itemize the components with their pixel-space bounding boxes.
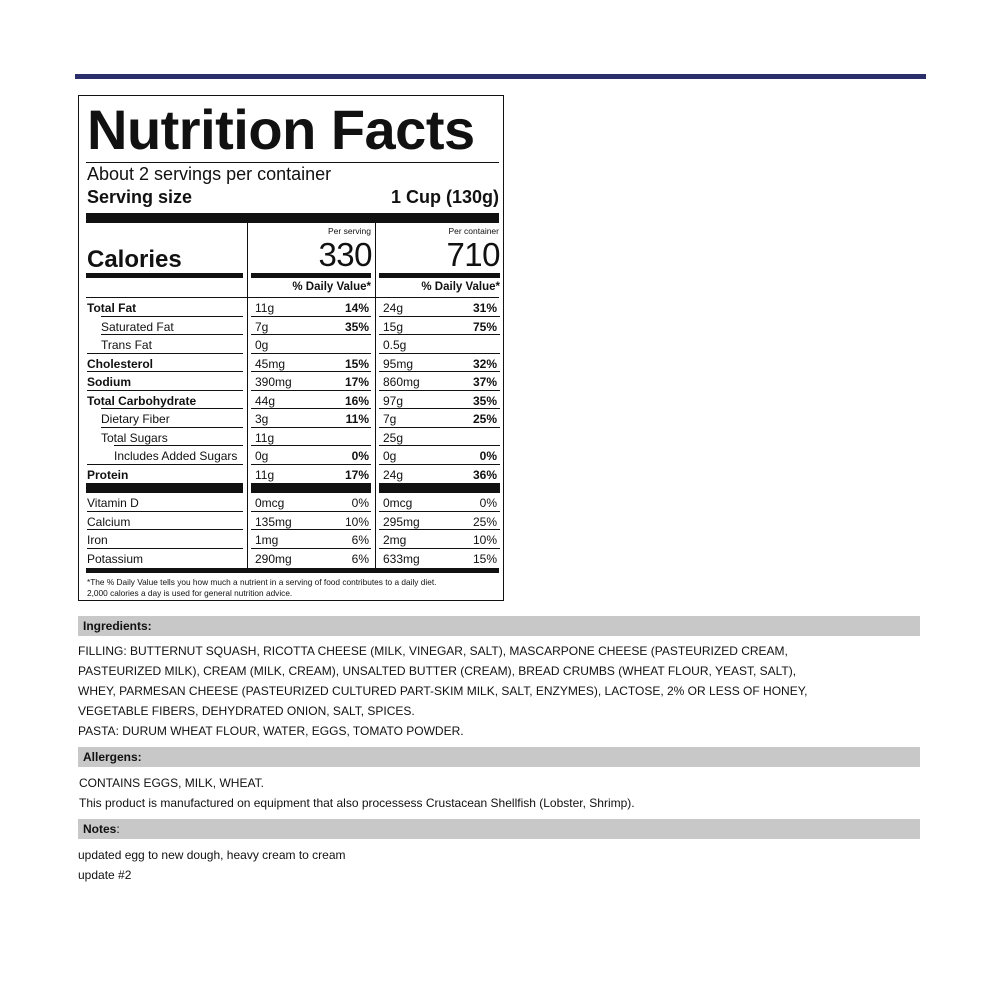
container-amount: 860mg <box>383 375 420 389</box>
serving-amount: 390mg <box>255 375 292 389</box>
nutrient-row <box>79 391 503 409</box>
container-amount: 7g <box>383 412 397 426</box>
notes-text <box>78 845 346 885</box>
serving-amount: 290mg <box>255 551 292 566</box>
serving-daily-value: 0% <box>351 496 369 510</box>
dv-header-container: % Daily Value* <box>421 281 500 293</box>
serving-daily-value: 11% <box>345 412 369 426</box>
footnote-line: 2,000 calories a day is used for general nutrition advice. <box>87 588 293 598</box>
nutrient-row <box>79 335 503 353</box>
vitamin-row <box>79 512 503 530</box>
container-amount: 97g <box>383 393 404 408</box>
ingredients-line: PASTEURIZED MILK), CREAM (MILK, CREAM), UNSALTED BUTTER (CREAM), BREAD CRUMBS (WHEAT FLOUR, YEAST, SALT), <box>78 664 797 678</box>
nutrition-facts-label <box>78 95 504 601</box>
allergens-header <box>78 747 920 767</box>
serving-amount: 0mcg <box>255 496 285 510</box>
serving-amount: 11g <box>255 467 275 482</box>
thick-divider <box>251 483 371 493</box>
container-amount: 295mg <box>383 514 420 529</box>
thick-divider <box>379 273 500 278</box>
thick-divider <box>251 273 371 278</box>
ingredients-line: VEGETABLE FIBERS, DEHYDRATED ONION, SALT, SPICES. <box>78 704 415 718</box>
serving-daily-value: 6% <box>351 533 369 547</box>
serving-daily-value: 35% <box>344 319 369 334</box>
serving-size-label: Serving size <box>87 187 193 207</box>
container-daily-value: 75% <box>472 319 497 334</box>
nutrient-name: Protein <box>87 467 129 482</box>
nutrient-row <box>79 317 503 335</box>
container-daily-value: 32% <box>472 356 497 371</box>
container-amount: 25g <box>383 430 404 445</box>
notes-header <box>78 819 920 839</box>
container-amount: 0g <box>383 449 397 463</box>
serving-daily-value: 0% <box>351 449 369 463</box>
per-serving-label: Per serving <box>328 226 371 236</box>
calories-label: Calories <box>87 246 182 273</box>
vitamin-row <box>79 493 503 511</box>
container-daily-value: 25% <box>472 514 497 529</box>
ingredients-heading: Ingredients: <box>83 619 152 633</box>
allergens-line: CONTAINS EGGS, MILK, WHEAT. <box>79 776 264 790</box>
container-daily-value: 10% <box>472 533 497 547</box>
ingredients-line: WHEY, PARMESAN CHEESE (PASTEURIZED CULTURED PART-SKIM MILK, SALT, ENZYMES), LACTOSE, 2% OR LESS OF HONEY, <box>78 684 808 698</box>
serving-daily-value: 16% <box>344 393 369 408</box>
notes-heading-colon: : <box>116 822 120 836</box>
ingredients-header <box>78 616 920 636</box>
container-amount: 633mg <box>383 551 420 566</box>
container-amount: 24g <box>383 301 404 315</box>
calories-per-serving: 330 <box>318 236 372 273</box>
vitamin-row <box>79 530 503 548</box>
serving-amount: 11g <box>255 301 275 315</box>
container-amount: 2mg <box>383 533 407 547</box>
container-daily-value: 25% <box>472 412 497 426</box>
container-amount: 0mcg <box>383 496 413 510</box>
nutrient-name: Total Carbohydrate <box>87 393 197 408</box>
serving-daily-value: 10% <box>344 514 369 529</box>
serving-daily-value: 15% <box>344 356 369 371</box>
nutrient-row <box>79 465 503 483</box>
ingredients-text <box>78 641 808 741</box>
nutrient-name: Dietary Fiber <box>101 412 170 426</box>
container-daily-value: 15% <box>472 551 497 566</box>
top-accent-bar <box>75 74 926 79</box>
notes-line: update #2 <box>78 868 132 882</box>
ingredients-line: FILLING: BUTTERNUT SQUASH, RICOTTA CHEESE (MILK, VINEGAR, SALT), MASCARPONE CHEESE (PASTEURIZED CREAM, <box>78 644 788 658</box>
thick-divider <box>86 483 243 493</box>
container-daily-value: 31% <box>472 301 497 315</box>
nutrient-name: Saturated Fat <box>101 319 174 334</box>
container-daily-value: 37% <box>472 375 497 389</box>
footnote-line: *The % Daily Value tells you how much a nutrient in a serving of food contributes to a daily diet. <box>87 577 437 587</box>
container-amount: 15g <box>383 319 404 334</box>
servings-per-container: About 2 servings per container <box>87 164 332 184</box>
nutrient-name: Trans Fat <box>101 338 152 352</box>
vitamin-name: Vitamin D <box>87 496 139 510</box>
serving-amount: 135mg <box>255 514 292 529</box>
nutrient-row <box>79 409 503 427</box>
footnote <box>87 577 499 599</box>
container-daily-value: 35% <box>472 393 497 408</box>
serving-size-value: 1 Cup (130g) <box>390 187 499 207</box>
nutrient-row <box>79 298 503 316</box>
nutrient-name: Total Fat <box>87 301 137 315</box>
container-daily-value: 36% <box>472 467 497 482</box>
thick-divider <box>379 483 500 493</box>
vitamin-row <box>79 549 503 567</box>
ingredients-line: PASTA: DURUM WHEAT FLOUR, WATER, EGGS, TOMATO POWDER. <box>78 724 464 738</box>
thick-divider <box>86 568 499 573</box>
serving-daily-value: 17% <box>344 375 369 389</box>
allergens-text <box>79 773 635 813</box>
serving-amount: 44g <box>255 393 276 408</box>
allergens-heading: Allergens: <box>83 750 142 764</box>
notes-line: updated egg to new dough, heavy cream to cream <box>78 848 346 862</box>
serving-amount: 1mg <box>255 533 279 547</box>
allergens-line: This product is manufactured on equipment that also processess Crustacean Shellfish (Lobster, Shrimp). <box>79 796 635 810</box>
vitamin-name: Potassium <box>87 551 144 566</box>
vitamin-name: Calcium <box>87 514 131 529</box>
serving-daily-value: 14% <box>344 301 369 315</box>
serving-amount: 0g <box>255 338 269 352</box>
container-daily-value: 0% <box>479 449 497 463</box>
vitamin-name: Iron <box>87 533 108 547</box>
serving-daily-value: 6% <box>351 551 369 566</box>
serving-amount: 11g <box>255 430 275 445</box>
container-amount: 0.5g <box>383 338 407 352</box>
nutrient-row <box>79 372 503 390</box>
dv-header-serving: % Daily Value* <box>292 281 371 293</box>
nutrient-name: Total Sugars <box>101 430 168 445</box>
nutrient-name: Sodium <box>87 375 131 389</box>
label-title: Nutrition Facts <box>87 98 475 161</box>
container-amount: 95mg <box>383 356 414 371</box>
thick-divider <box>86 273 243 278</box>
nutrient-name: Includes Added Sugars <box>114 449 238 463</box>
nutrient-row <box>79 446 503 464</box>
container-amount: 24g <box>383 467 404 482</box>
serving-amount: 7g <box>255 319 269 334</box>
divider <box>86 162 499 163</box>
container-daily-value: 0% <box>479 496 497 510</box>
per-container-label: Per container <box>448 226 499 236</box>
thick-divider <box>86 213 499 223</box>
nutrient-row <box>79 428 503 446</box>
serving-amount: 0g <box>255 449 269 463</box>
nutrient-name: Cholesterol <box>87 356 154 371</box>
serving-amount: 45mg <box>255 356 286 371</box>
nutrient-row <box>79 354 503 372</box>
notes-heading: Notes <box>83 822 117 836</box>
serving-daily-value: 17% <box>344 467 369 482</box>
calories-per-container: 710 <box>446 236 500 273</box>
serving-amount: 3g <box>255 412 269 426</box>
